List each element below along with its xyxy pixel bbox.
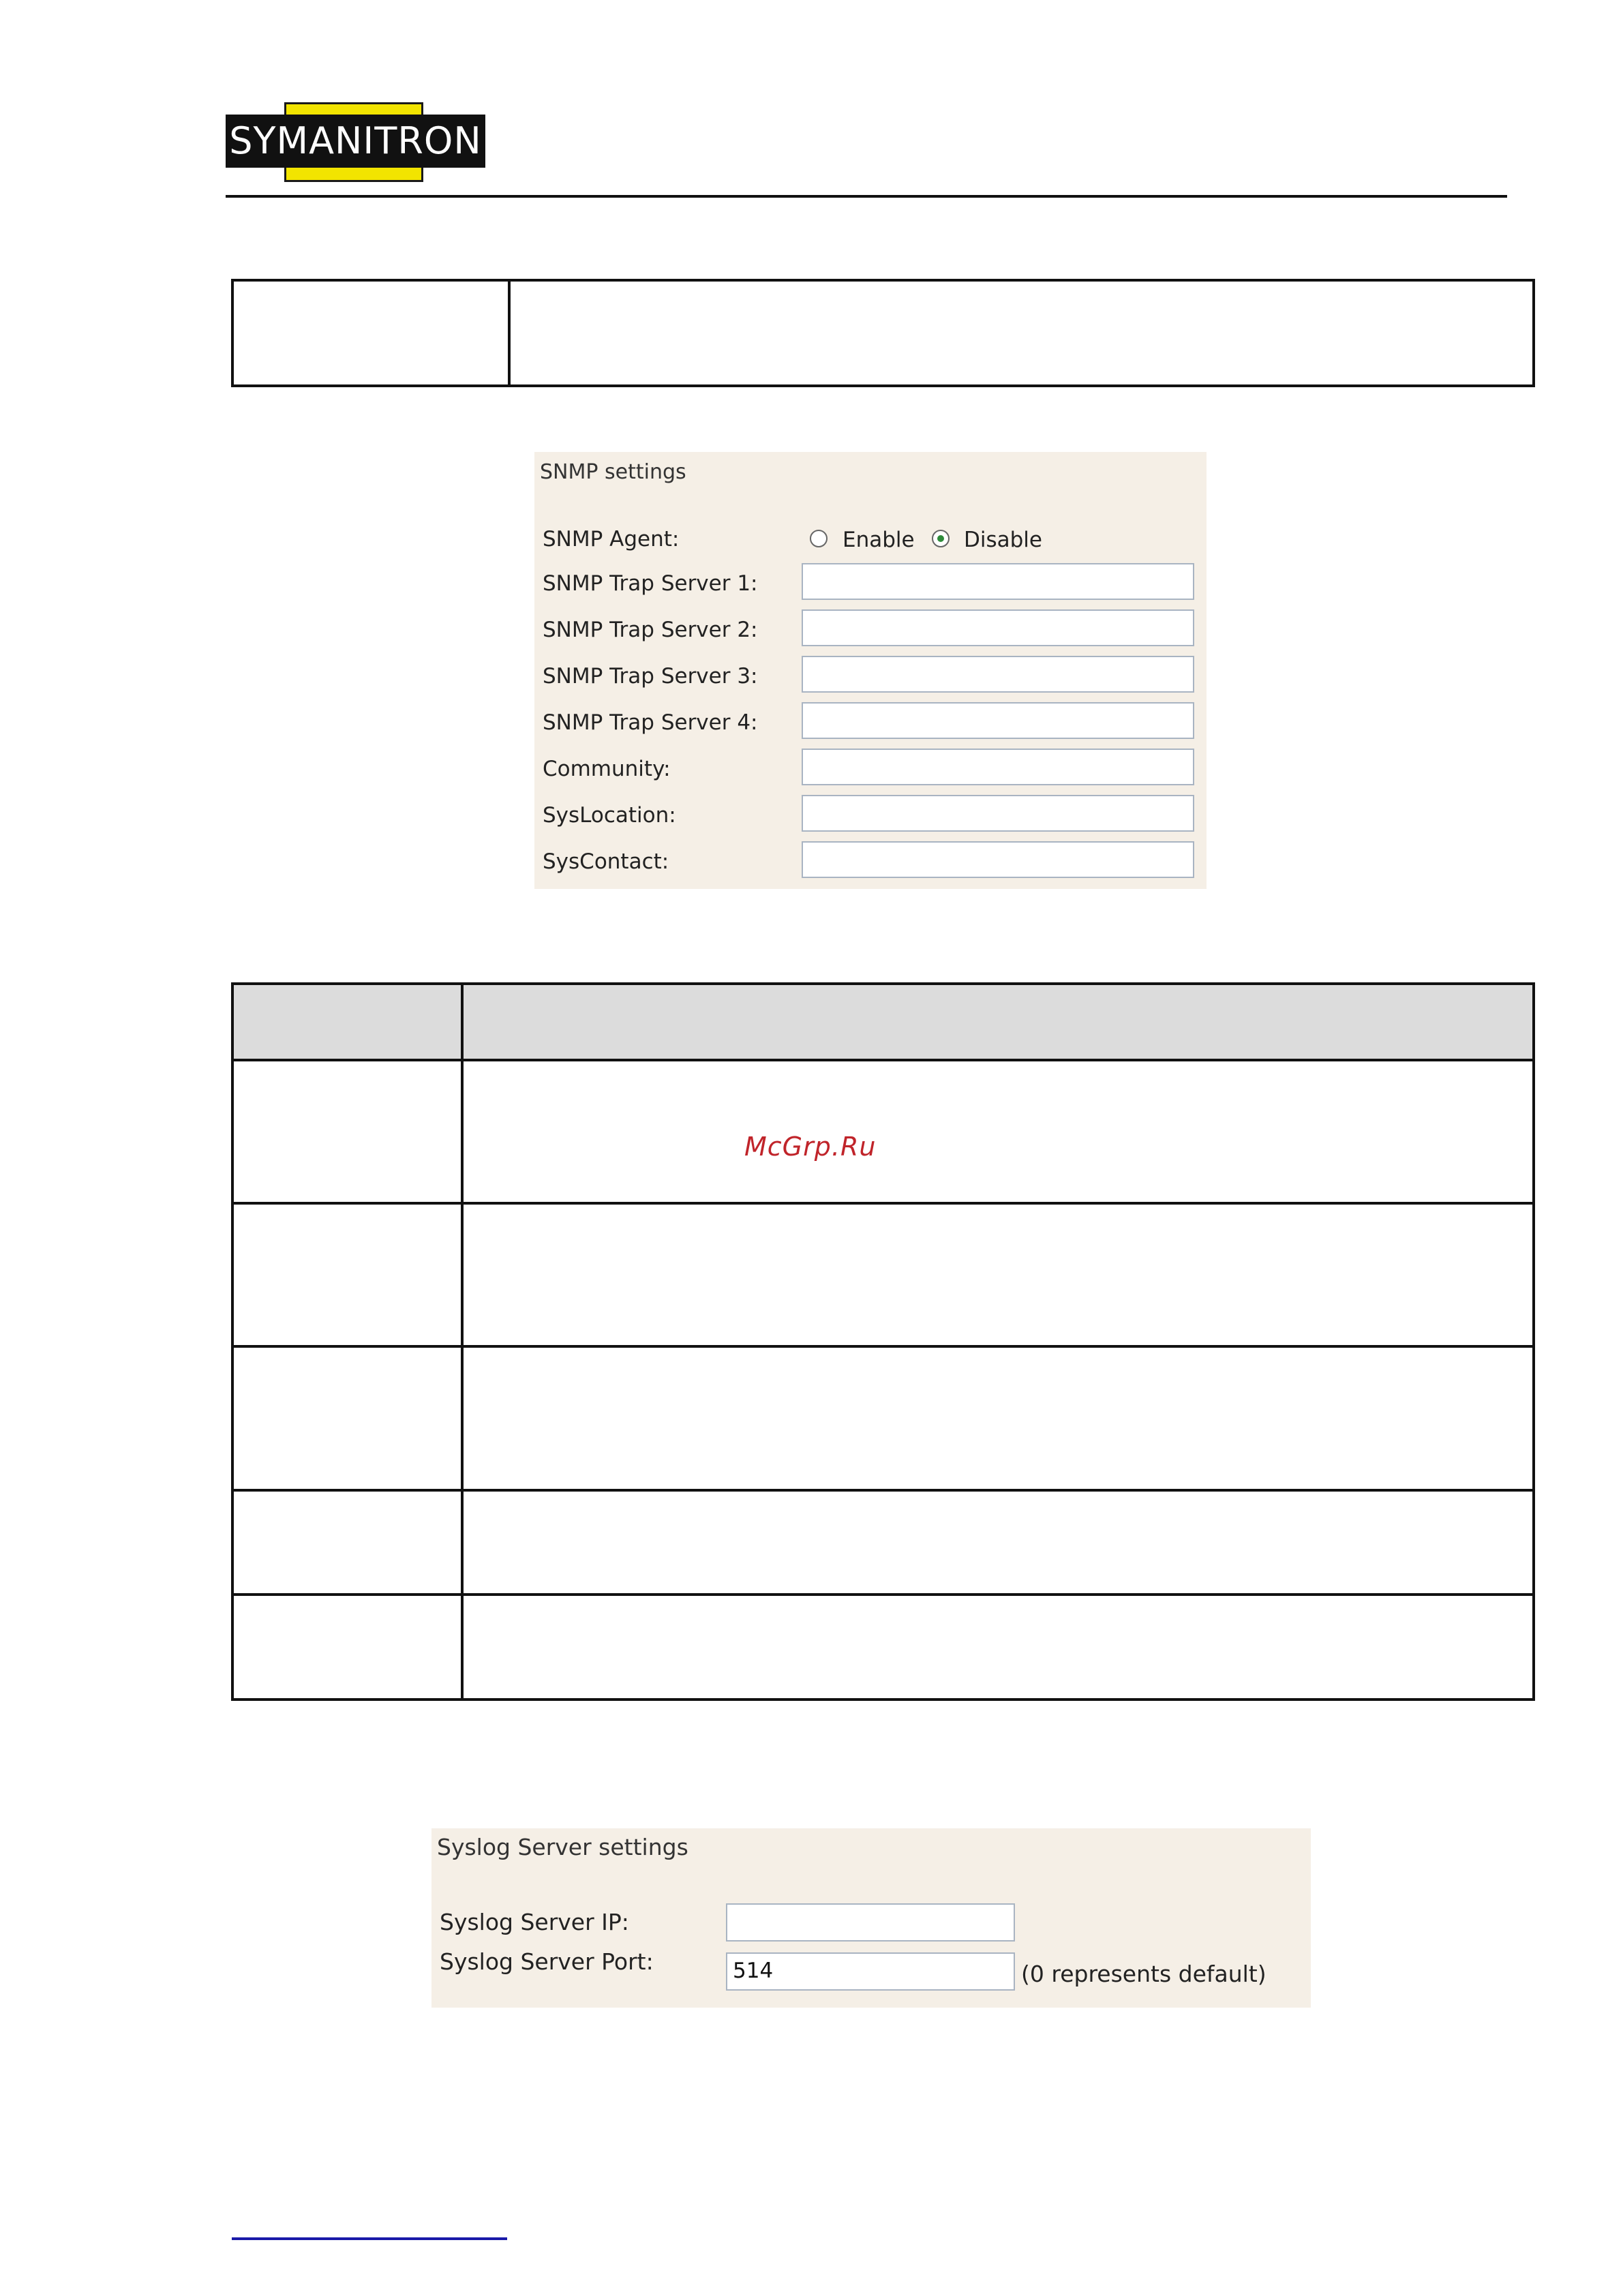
syscontact-input[interactable] [802, 841, 1194, 878]
community-input[interactable] [802, 749, 1194, 785]
syslog-settings-title: Syslog Server settings [437, 1834, 688, 1860]
snmp-agent-disable-label: Disable [964, 528, 1042, 552]
radio-selected-dot-icon [937, 535, 944, 542]
snmp-trap-server-2-label: SNMP Trap Server 2: [543, 618, 758, 642]
footer-link-underline[interactable] [232, 2237, 507, 2240]
syslog-port-hint: (0 represents default) [1021, 1961, 1266, 1987]
snmp-trap-server-4-input[interactable] [802, 702, 1194, 739]
header-divider [226, 195, 1507, 198]
snmp-settings-title: SNMP settings [540, 460, 686, 484]
snmp-settings-panel [534, 452, 1207, 889]
syslocation-label: SysLocation: [543, 803, 676, 828]
syslog-server-port-input[interactable]: 514 [726, 1952, 1015, 1991]
syslog-server-port-label: Syslog Server Port: [440, 1948, 654, 1975]
syscontact-label: SysContact: [543, 849, 669, 874]
watermark-text: McGrp.Ru [744, 1132, 877, 1162]
snmp-agent-label: SNMP Agent: [543, 527, 680, 552]
syslog-server-ip-input[interactable] [726, 1903, 1015, 1942]
top-table [231, 279, 1535, 387]
community-label: Community: [543, 757, 671, 781]
snmp-trap-server-1-label: SNMP Trap Server 1: [543, 571, 758, 596]
description-table [231, 982, 1535, 1701]
snmp-agent-disable-radio[interactable] [932, 530, 950, 547]
syslocation-input[interactable] [802, 795, 1194, 832]
snmp-trap-server-4-label: SNMP Trap Server 4: [543, 710, 758, 735]
snmp-trap-server-1-input[interactable] [802, 563, 1194, 600]
syslog-server-ip-label: Syslog Server IP: [440, 1909, 629, 1935]
syslog-settings-panel [431, 1828, 1311, 2008]
snmp-agent-enable-radio[interactable] [810, 530, 828, 547]
symanitron-logo [226, 102, 485, 182]
snmp-agent-enable-label: Enable [843, 528, 915, 552]
snmp-trap-server-3-label: SNMP Trap Server 3: [543, 664, 758, 689]
table-header-row [234, 985, 1532, 1059]
logo-text: SYMANITRON [229, 119, 482, 162]
snmp-trap-server-2-input[interactable] [802, 609, 1194, 646]
snmp-trap-server-3-input[interactable] [802, 656, 1194, 693]
